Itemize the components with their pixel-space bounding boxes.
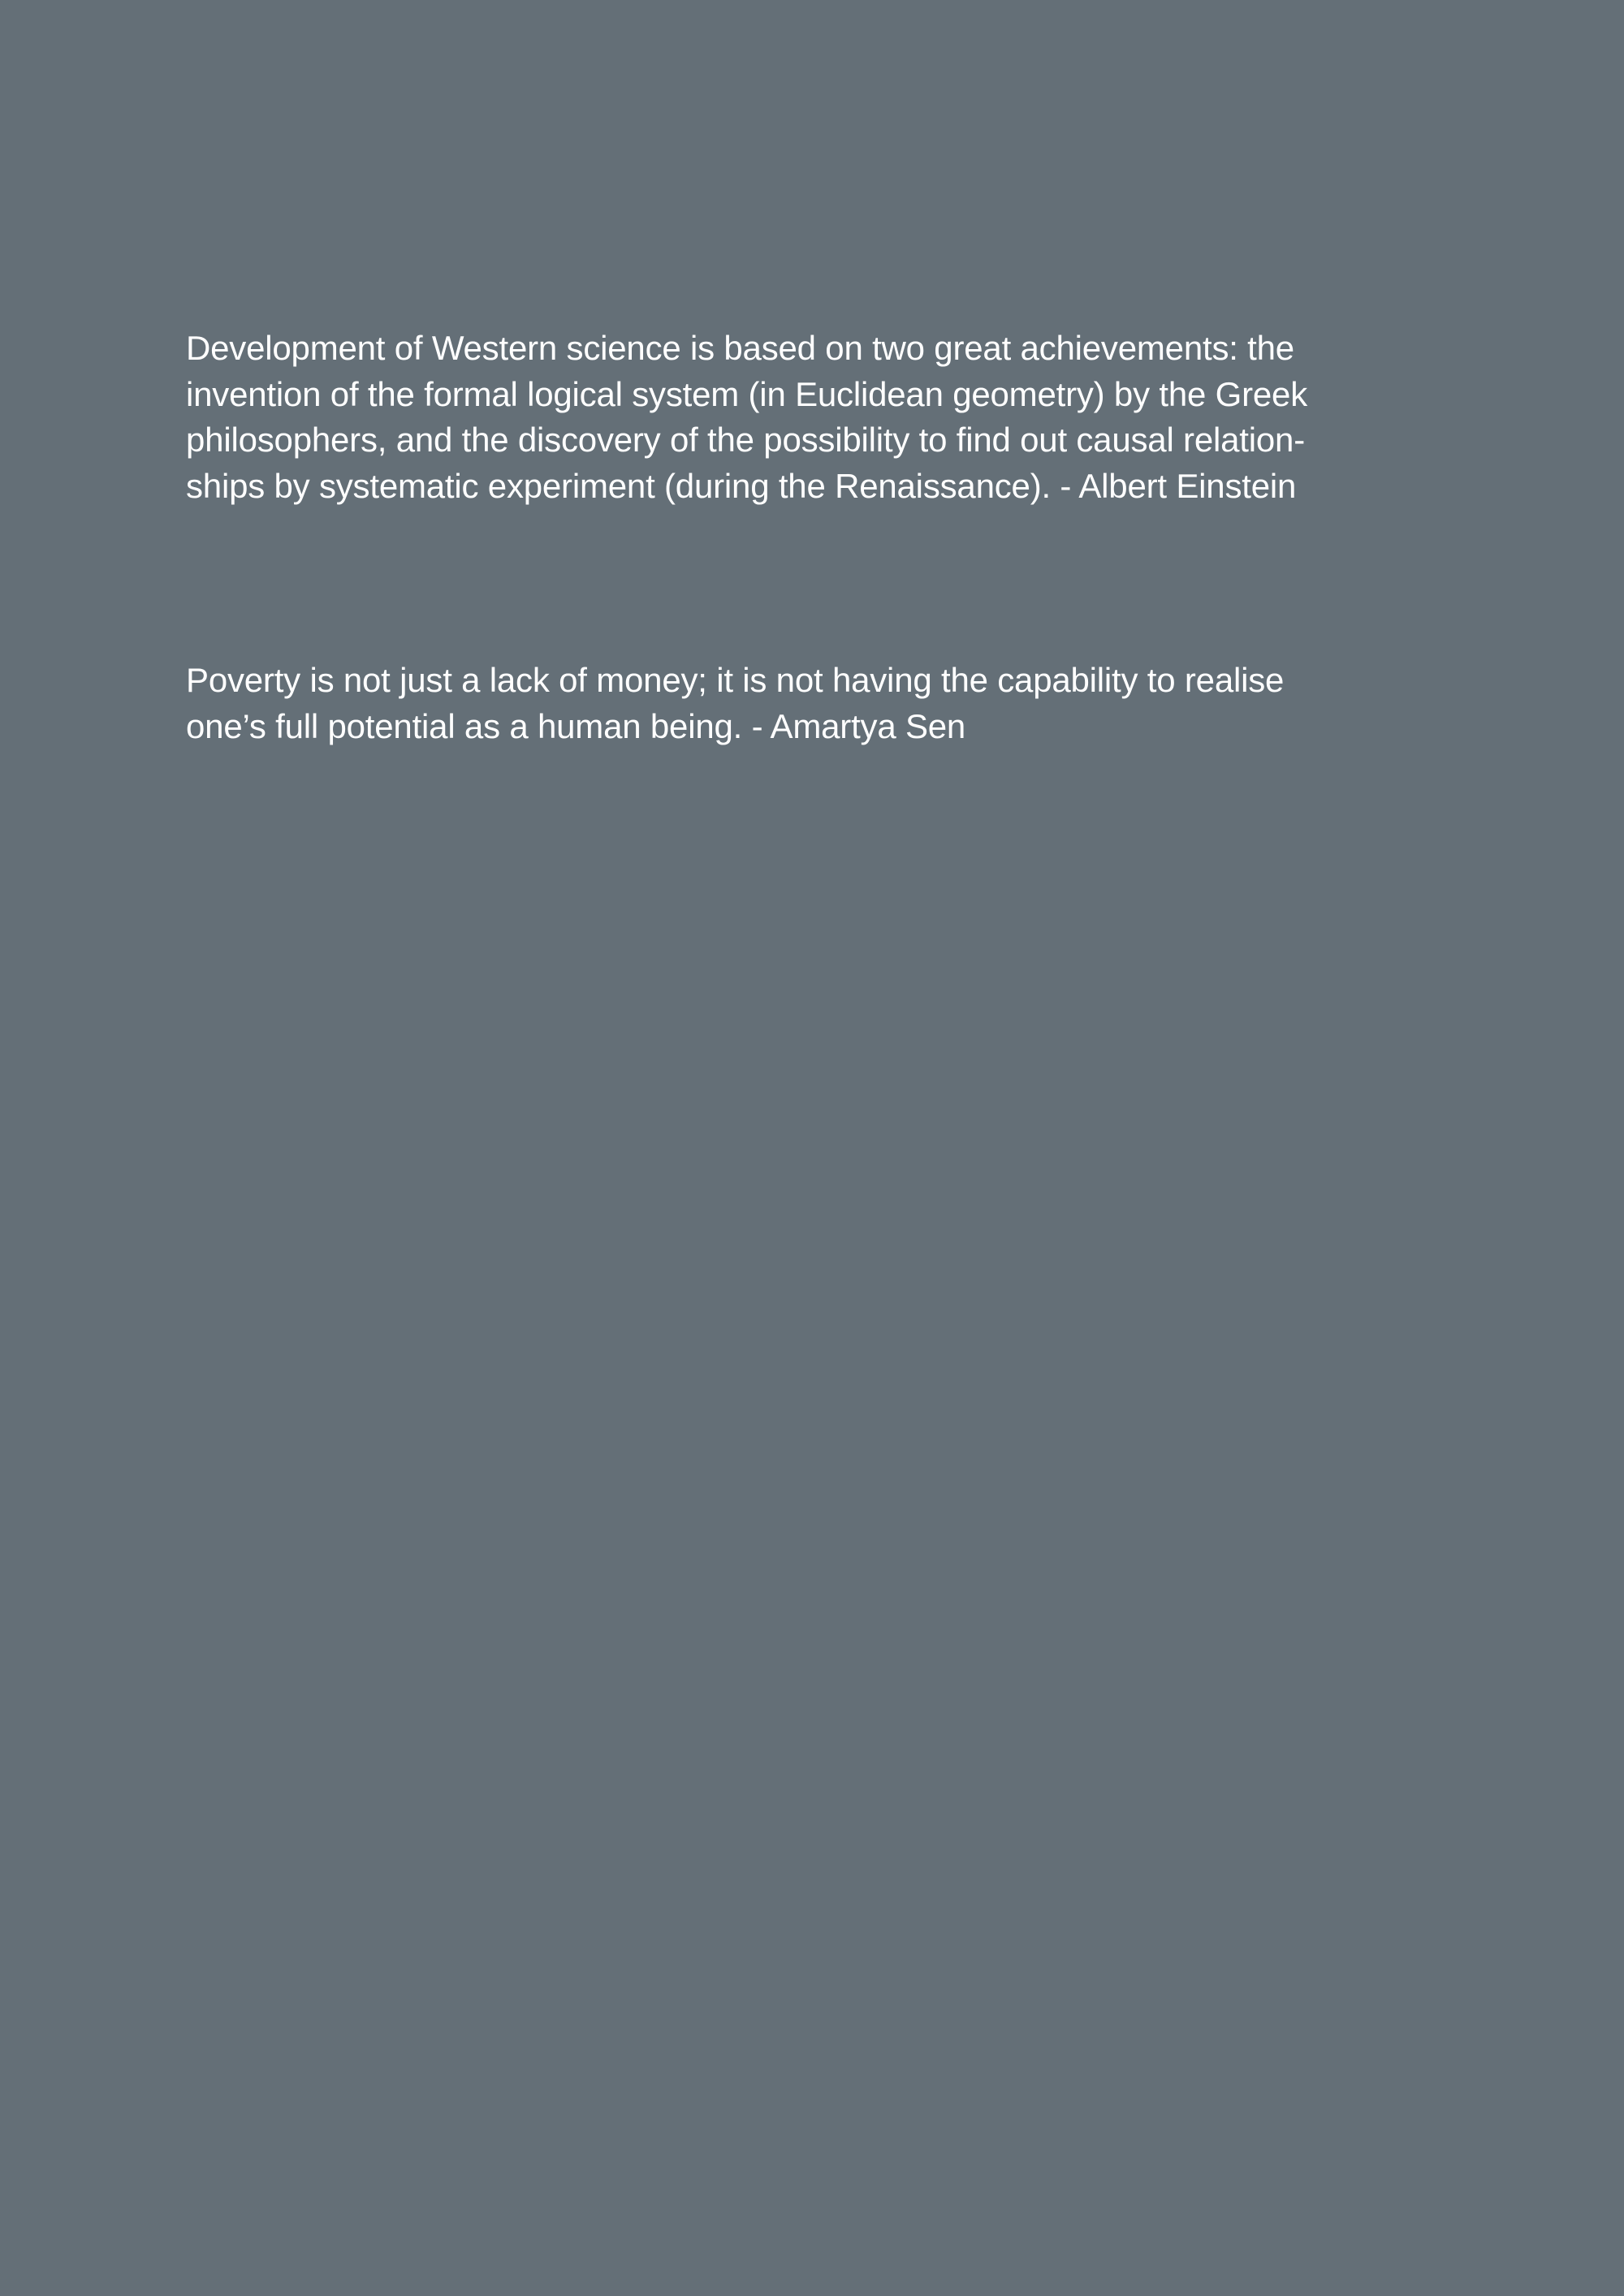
quote-einstein: [186, 326, 1440, 509]
quote-line: one’s full potential as a human being. - Amartya Sen: [186, 706, 966, 745]
quote-line: Development of Western science is based on two great achievements: the: [186, 329, 1294, 367]
quote-line: ships by systematic experiment (during the Renaissance). - Albert Einstein: [186, 466, 1297, 505]
quote-line: invention of the formal logical system (in Euclidean geometry) by the Greek: [186, 374, 1307, 413]
quote-line: Poverty is not just a lack of money; it is not having the capability to realise: [186, 661, 1285, 699]
quote-sen: [186, 658, 1440, 749]
quote-line: philosophers, and the discovery of the possibility to find out causal relation-: [186, 421, 1305, 459]
